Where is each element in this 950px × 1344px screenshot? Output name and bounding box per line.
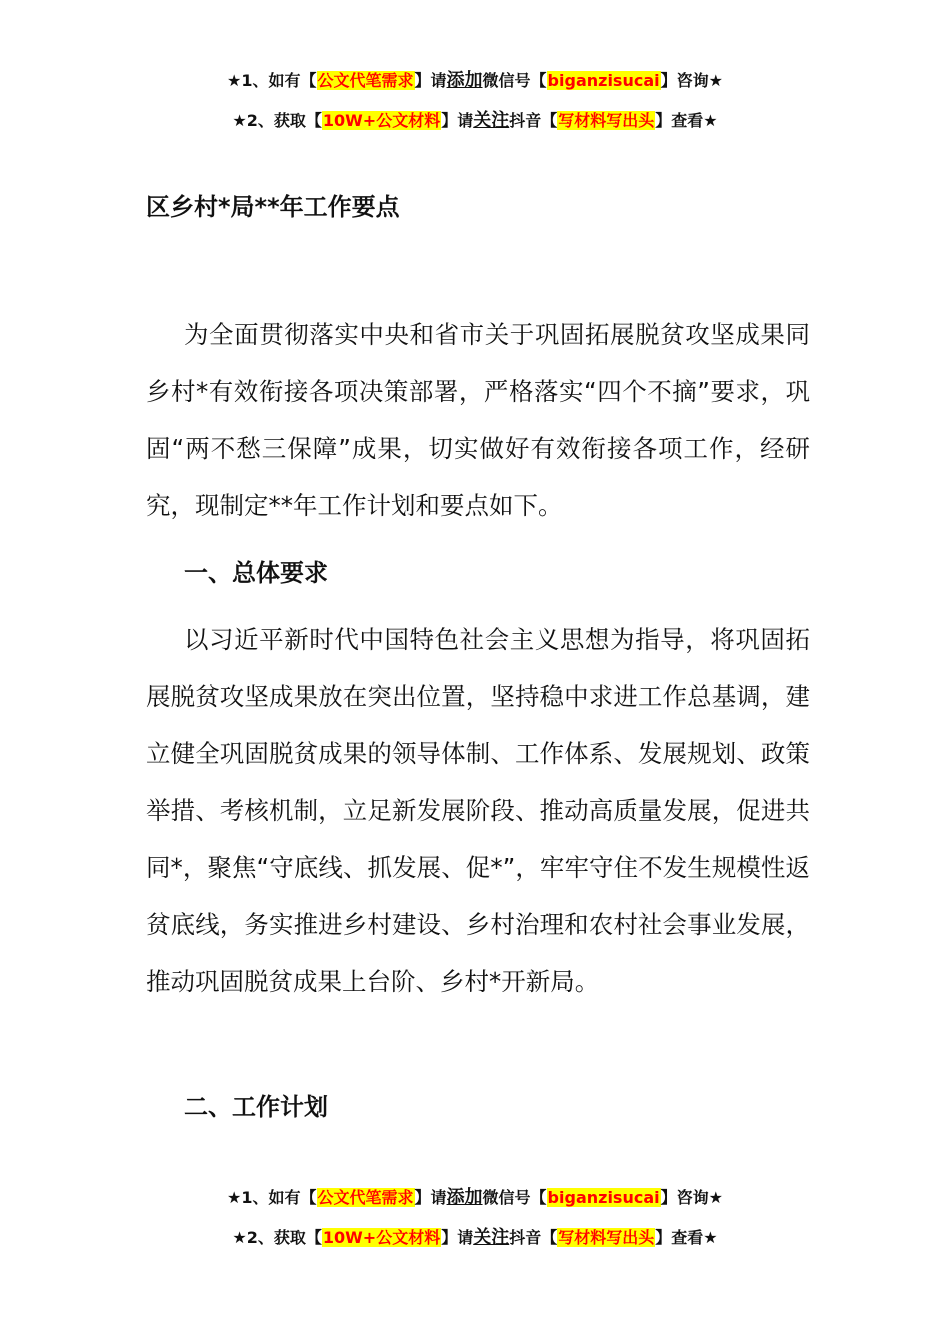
banner-text: 】请 xyxy=(441,111,474,130)
banner-highlight: 10W+公文材料 xyxy=(322,1228,441,1247)
banner-highlight: biganzisucai xyxy=(547,1188,660,1207)
banner-text: ★1、如有【 xyxy=(227,1188,317,1207)
section-heading-general-requirements: 一、总体要求 xyxy=(184,559,328,587)
banner-highlight: 10W+公文材料 xyxy=(322,111,441,130)
banner-text: 】请 xyxy=(414,1188,447,1207)
promo-banner-bottom-line2 xyxy=(0,1227,950,1249)
banner-text: 】咨询★ xyxy=(660,71,723,90)
intro-paragraph: 为全面贯彻落实中央和省市关于巩固拓展脱贫攻坚成果同乡村*有效衔接各项决策部署，严格落实“四个不摘”要求，巩固“两不愁三保障”成果，切实做好有效衔接各项工作，经研究，现制定**年工作计划和要点如下。 xyxy=(146,320,810,520)
banner-highlight: 公文代笔需求 xyxy=(317,71,414,90)
banner-highlight: 公文代笔需求 xyxy=(317,1188,414,1207)
banner-text: 】请 xyxy=(441,1228,474,1247)
banner-underline: 关注 xyxy=(473,1227,510,1248)
promo-banner-top-line1 xyxy=(0,70,950,92)
section-body-general-requirements: 以习近平新时代中国特色社会主义思想为指导，将巩固拓展脱贫攻坚成果放在突出位置，坚持稳中求进工作总基调，建立健全巩固脱贫成果的领导体制、工作体系、发展规划、政策举措、考核机制，立足新发展阶段、推动高质量发展，促进共同*，聚焦“守底线、抓发展、促*”，牢牢守住不发生规模性返贫底线，务实推进乡村建设、乡村治理和农村社会事业发展，推动巩固脱贫成果上台阶、乡村*开新局。 xyxy=(146,625,810,996)
banner-text: 抖音【 xyxy=(509,111,558,130)
banner-text: 】咨询★ xyxy=(660,1188,723,1207)
banner-highlight: biganzisucai xyxy=(547,71,660,90)
banner-text: 】查看★ xyxy=(655,1228,718,1247)
banner-underline: 添加 xyxy=(446,1187,483,1208)
banner-underline: 添加 xyxy=(446,70,483,91)
banner-text: 】查看★ xyxy=(655,111,718,130)
banner-text: 】请 xyxy=(414,71,447,90)
banner-underline: 关注 xyxy=(473,110,510,131)
banner-highlight: 写材料写出头 xyxy=(558,111,655,130)
banner-highlight: 写材料写出头 xyxy=(558,1228,655,1247)
banner-text: ★2、获取【 xyxy=(232,111,322,130)
banner-text: ★2、获取【 xyxy=(232,1228,322,1247)
banner-text: 微信号【 xyxy=(482,1188,547,1207)
promo-banner-top-line2 xyxy=(0,110,950,132)
promo-banner-bottom-line1 xyxy=(0,1187,950,1209)
banner-text: 微信号【 xyxy=(482,71,547,90)
banner-text: 抖音【 xyxy=(509,1228,558,1247)
document-title: 区乡村*局**年工作要点 xyxy=(146,193,400,221)
banner-text: ★1、如有【 xyxy=(227,71,317,90)
section-heading-work-plan: 二、工作计划 xyxy=(184,1093,328,1121)
